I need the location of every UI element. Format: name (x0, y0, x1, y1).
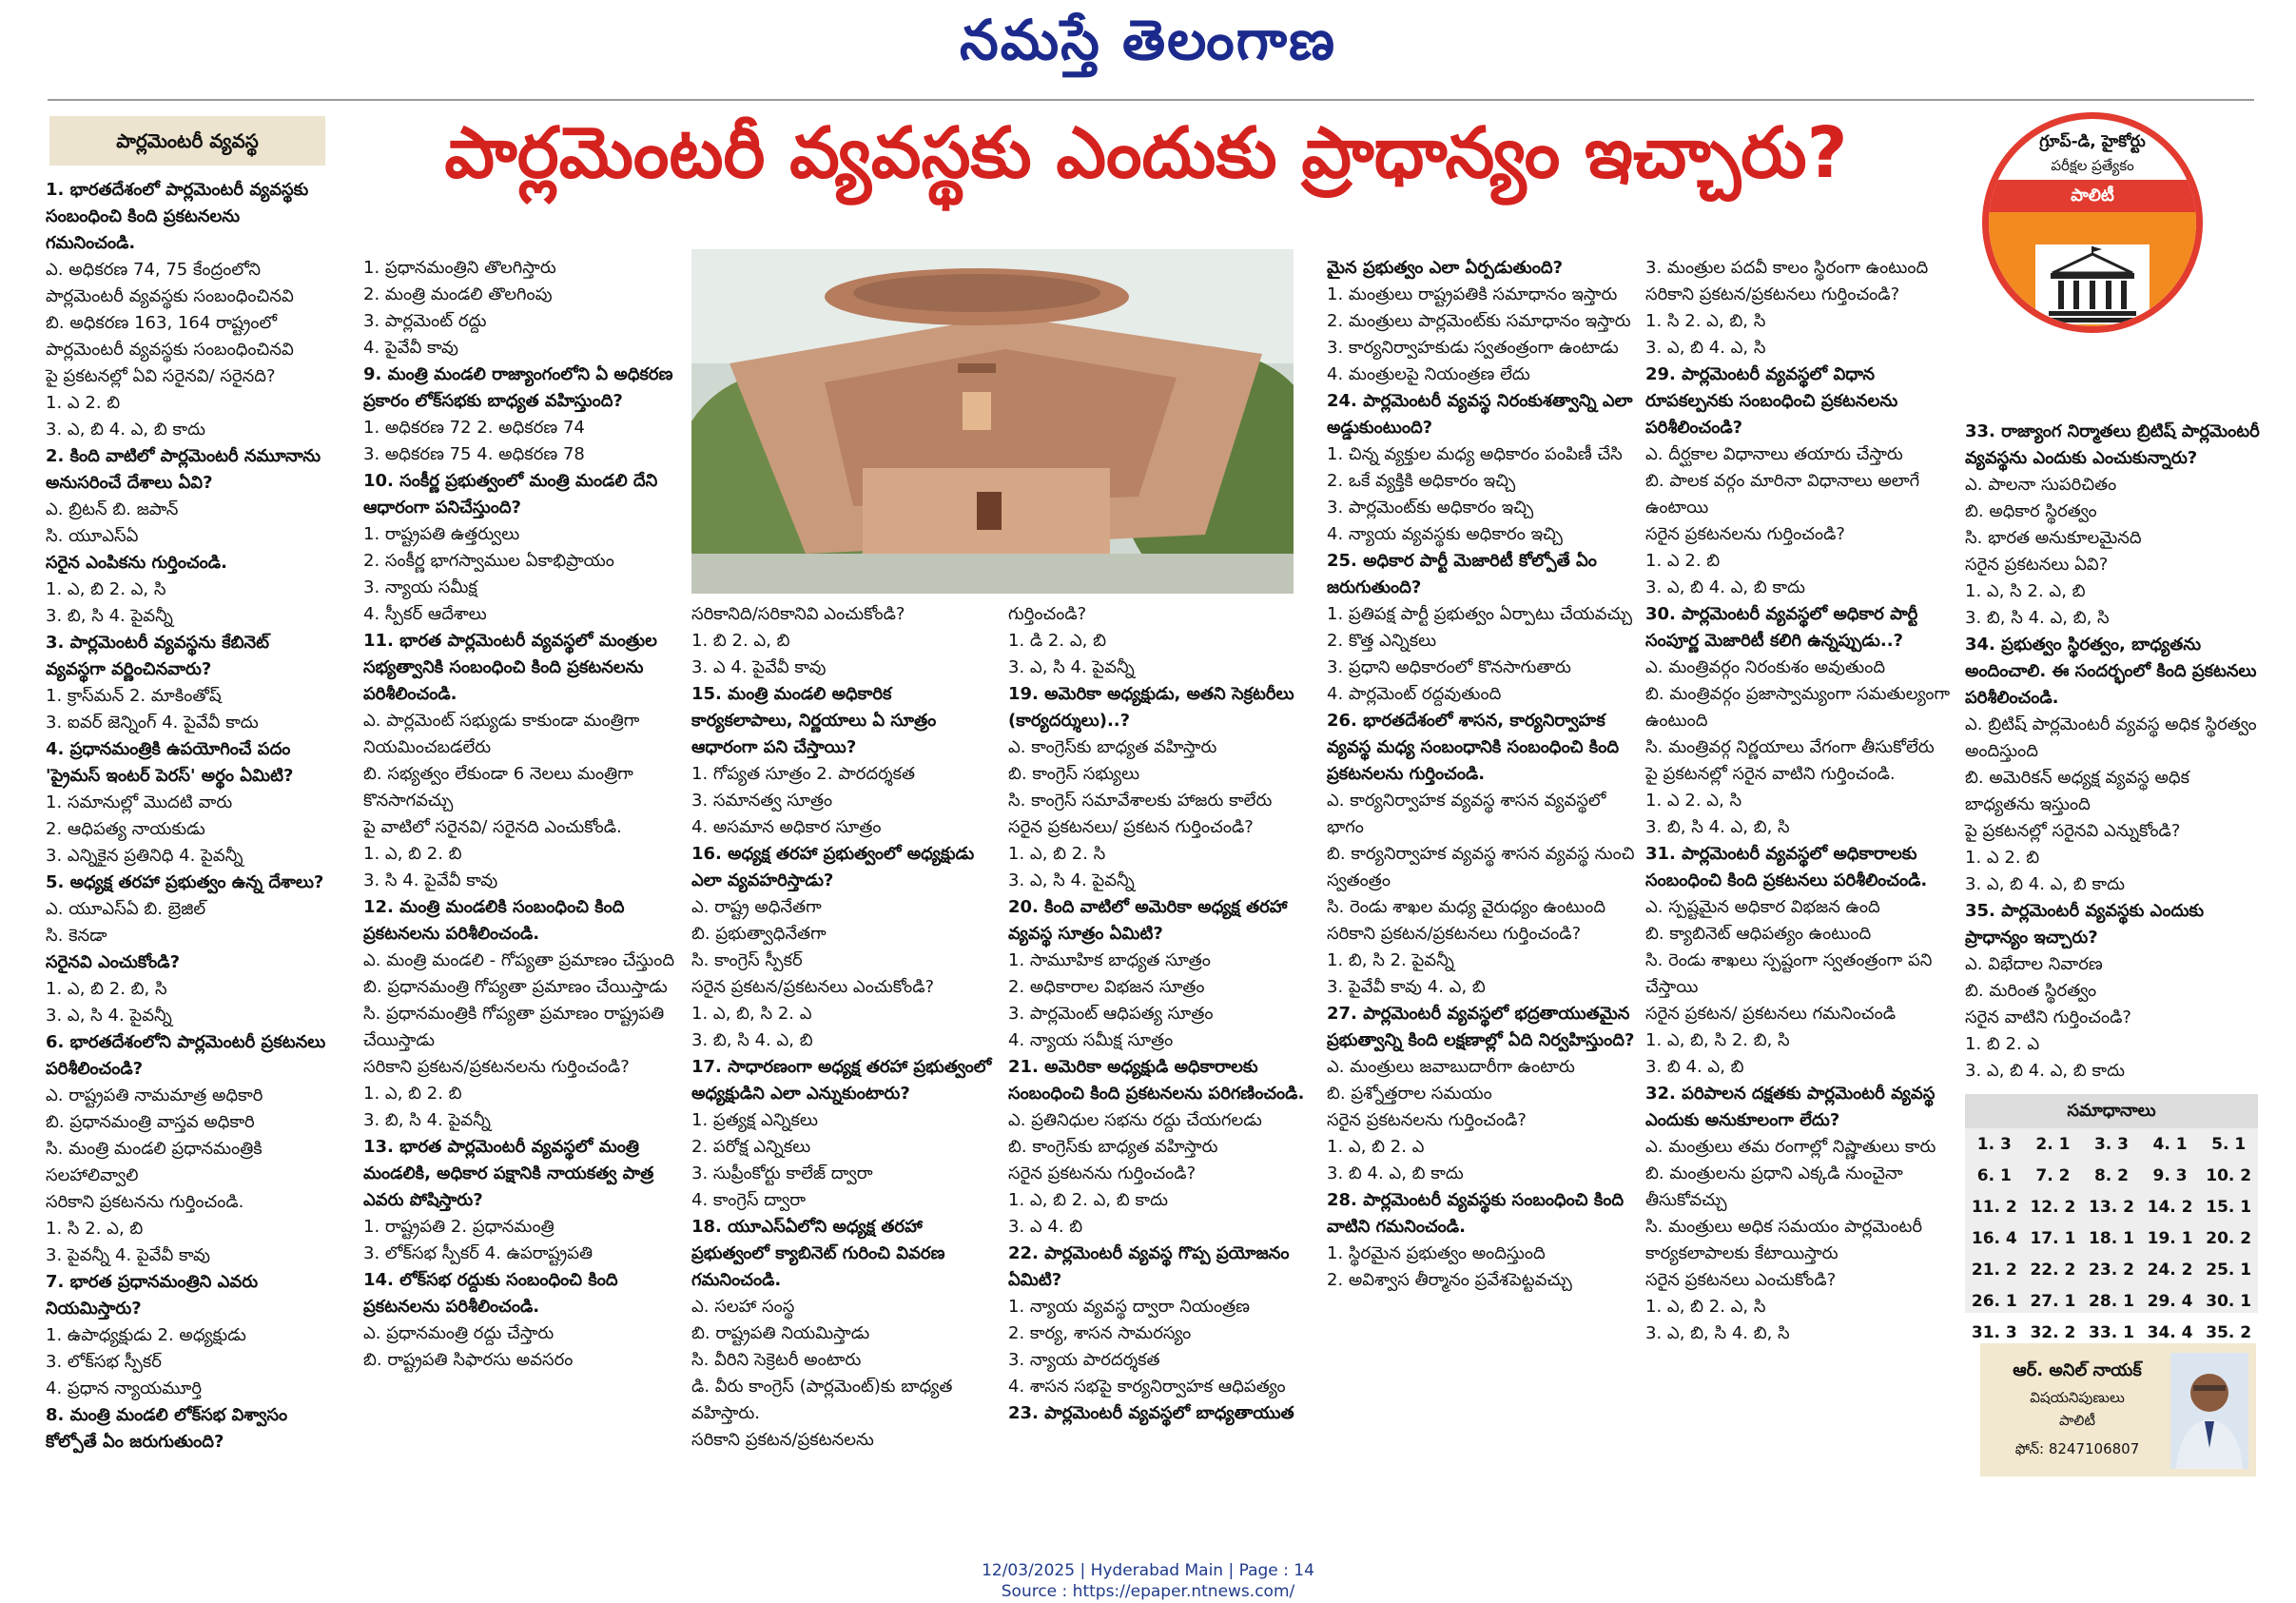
option-text: గుర్తించండి? (1008, 604, 1087, 624)
option-text: 4. ప్రధాన న్యాయమూర్తి (46, 1378, 203, 1398)
option-text: ఎ. కాంగ్రెస్‌కు బాధ్యత వహిస్తారు (1008, 737, 1217, 757)
option-text: బి. కాంగ్రెస్ సభ్యులు (1008, 764, 1140, 784)
question-text: 7. భారత ప్రధానమంత్రిని ఎవరు నియమిస్తారు? (46, 1272, 259, 1319)
option-text: పై ప్రకటనల్లో సరైన వాటిని గుర్తించండి. (1645, 764, 1896, 784)
answer-cell: 17. 1 (2030, 1228, 2076, 1248)
option-text: సరికాని ప్రకటనను గుర్తించండి. (46, 1192, 244, 1212)
option-text: ఎ. బ్రిటిష్ పార్లమెంటరీ వ్యవస్థ అధిక స్థిరత్వం అందిస్తుంది (1965, 714, 2257, 761)
option-text: ఎ. యూఎస్ఏ బి. బ్రెజిల్ (46, 899, 206, 919)
option-text: 3. ఎ 4. పైవేవీ కావు (691, 657, 827, 677)
answer-cell: 22. 2 (2030, 1260, 2076, 1280)
option-text: డి. వీరు కాంగ్రెస్ (పార్లమెంట్)కు బాధ్యత వహిస్తారు. (691, 1377, 953, 1423)
question-column-3 (691, 601, 996, 1454)
question-text: 11. భారత పార్లమెంటరీ వ్యవస్థలో మంత్రుల సభ్యత్వానికి సంబంధించి కింది ప్రకటనలను పరిశీలించండి. (363, 631, 657, 704)
answer-cell: 31. 3 (1971, 1322, 2017, 1342)
footer-date-edition: 12/03/2025 | Hyderabad Main | Page : 14 (982, 1561, 1314, 1580)
author-subject: పాలిటీ (2058, 1412, 2096, 1429)
question-text: 27. పార్లమెంటరీ వ్యవస్థలో భద్రతాయుతమైన ప్రభుత్వాన్ని కింది లక్షణాల్లో ఏది నిర్వహిస్తుంది? (1327, 1004, 1635, 1050)
option-text: సి. రెండు శాఖలు స్పష్టంగా స్వతంత్రంగా పని చేస్తాయి (1645, 950, 1933, 997)
option-text: 1. గోప్యత సూత్రం 2. పారదర్శకత (691, 764, 916, 784)
question-text: 19. అమెరికా అధ్యక్షుడు, అతని సెక్రటరీలు (కార్యదర్శులు)..? (1008, 684, 1294, 731)
option-text: సరైన ప్రకటనలను గుర్తించండి? (1327, 1110, 1527, 1130)
answer-row (1965, 1160, 2258, 1191)
option-text: 4. పార్లమెంట్ రద్దవుతుంది (1327, 684, 1502, 704)
badge-line1: గ్రూప్-డి, హైకోర్టు (2039, 132, 2146, 151)
option-text: సరికాని ప్రకటన/ప్రకటనలు గుర్తించండి? (1645, 284, 1900, 304)
option-text: 1. సి 2. ఎ, బి (46, 1219, 144, 1239)
answer-key (1965, 1094, 2258, 1342)
option-text: 4. పైవేవీ కావు (363, 338, 459, 358)
question-text: 9. మంత్రి మండలి రాజ్యాంగంలోని ఏ అధికరణ ప్రకారం లోక్‌సభకు బాధ్యత వహిస్తుంది? (363, 364, 673, 411)
option-text: 1. ఉపాధ్యక్షుడు 2. అధ్యక్షుడు (46, 1325, 246, 1345)
option-text: ఎ. రాష్ట్రపతి నామమాత్ర అధికారి (46, 1085, 263, 1105)
question-text: 32. పరిపాలన దక్షతకు పార్లమెంటరీ వ్యవస్థ ఎందుకు అనుకూలంగా లేదు? (1645, 1084, 1936, 1130)
answer-cell: 13. 2 (2089, 1197, 2134, 1217)
author-role: విషయనిపుణులు (2030, 1389, 2125, 1406)
option-text: 3. లోక్‌సభ స్పీకర్ (46, 1352, 162, 1372)
option-text: 1. క్రాస్‌మన్ 2. మాకింతోష్ (46, 686, 222, 706)
question-text: 6. భారతదేశంలోని పార్లమెంటరీ ప్రకటనలు పరిశీలించండి? (46, 1032, 326, 1079)
headline: పార్లమెంటరీ వ్యవస్థకు ఎందుకు ప్రాధాన్యం ఇచ్చారు? (444, 112, 1848, 194)
option-text: ఎ. ప్రతినిధుల సభను రద్దు చేయగలడు (1008, 1110, 1262, 1130)
option-text: 1. బి 2. ఎ (1965, 1034, 2040, 1054)
answer-cell: 25. 1 (2206, 1260, 2252, 1280)
author-name: ఆర్. అనిల్ నాయక్ (2013, 1360, 2142, 1380)
option-text: సి. రెండు శాఖల మధ్య వైరుధ్యం ఉంటుంది (1327, 897, 1606, 917)
question-text: 15. మంత్రి మండలి అధికారిక కార్యకలాపాలు, నిర్ణయాలు ఏ సూత్రం ఆధారంగా పని చేస్తాయి? (691, 684, 937, 757)
answer-cell: 12. 2 (2030, 1197, 2076, 1217)
option-text: 2. కొత్త ఎన్నికలు (1327, 631, 1437, 651)
option-text: 3. పార్లమెంట్ ఆధిపత్య సూత్రం (1008, 1004, 1214, 1024)
option-text: 1. డి 2. ఎ, బి (1008, 631, 1106, 651)
option-text: 3. ఎ 4. బి (1008, 1217, 1083, 1237)
option-text: పై ప్రకటనల్లో సరైనవి ఎన్నుకోండి? (1965, 821, 2181, 841)
option-text: బి. అమెరికన్ అధ్యక్ష వ్యవస్థ అధిక బాధ్యతను ఇస్తుంది (1965, 768, 2190, 814)
option-text: 3. లోక్‌సభ స్పీకర్ 4. ఉపరాష్ట్రపతి (363, 1243, 593, 1263)
option-text: బి. అధికరణ 163, 164 రాష్ట్రంలో పార్లమెంటరీ వ్యవస్థకు సంబంధించినవి (46, 313, 294, 360)
option-text: సి. యూఎస్ఏ (46, 526, 139, 546)
question-text: 12. మంత్రి మండలికి సంబంధించి కింది ప్రకటనలను పరిశీలించండి. (363, 897, 625, 944)
option-text: సరైన ప్రకటనలు ఏవి? (1965, 555, 2109, 575)
author-box (1980, 1343, 2256, 1476)
option-text: 3. ఎ, బి 4. ఎ, బి కాదు (1965, 874, 2126, 894)
option-text: సరైన ప్రకటన/ ప్రకటనలు గమనించండి (1645, 1004, 1897, 1024)
option-text: సరైన ప్రకటన/ప్రకటనలు ఎంచుకోండి? (691, 977, 935, 997)
option-text: 1. మంత్రులు రాష్ట్రపతికి సమాధానం ఇస్తారు (1327, 284, 1618, 304)
option-text: 1. అధికరణ 72 2. అధికరణ 74 (363, 418, 585, 438)
question-text: 35. పార్లమెంటరీ వ్యవస్థకు ఎందుకు ప్రాధాన్యం ఇచ్చారు? (1965, 901, 2205, 948)
option-text: పై వాటిలో సరైనవి/ సరైనది ఎంచుకోండి. (363, 817, 622, 837)
question-text: 4. ప్రధానమంత్రికి ఉపయోగించే పదం 'ప్రైమస్ ఇంటర్ పెరస్' అర్థం ఏమిటి? (46, 739, 294, 786)
option-text: 4. స్పీకర్ ఆదేశాలు (363, 604, 487, 624)
question-text: 10. సంకీర్ణ ప్రభుత్వంలో మంత్రి మండలి దేని ఆధారంగా పనిచేస్తుంది? (363, 471, 658, 518)
option-text: సి. ప్రధానమంత్రికి గోప్యతా ప్రమాణం రాష్ట్రపతి చేయిస్తాడు (363, 1004, 665, 1050)
option-text: ఎ. కార్యనిర్వాహక వ్యవస్థ శాసన వ్యవస్థలో భాగం (1327, 791, 1606, 837)
question-text: 34. ప్రభుత్వం స్థిరత్వం, బాధ్యతను అందించాలి. ఈ సందర్భంలో కింది ప్రకటనలు పరిశీలించండి. (1965, 635, 2257, 708)
option-text: ఎ. పాలనా సుపరిచితం (1965, 475, 2117, 495)
question-text: 31. పార్లమెంటరీ వ్యవస్థలో అధికారాలకు సంబంధించి కింది ప్రకటనలు పరిశీలించండి. (1645, 844, 1928, 890)
question-column-2 (363, 255, 677, 1374)
question-column-6 (1645, 255, 1959, 1347)
answer-cell: 6. 1 (1976, 1165, 2012, 1185)
option-text: 1. ప్రత్యక్ష ఎన్నికలు (691, 1110, 818, 1130)
option-text: 3. ఎ, సి 4. పైవన్నీ (46, 1006, 172, 1026)
option-text: 3. న్యాయ సమీక్ష (363, 577, 477, 597)
answer-cell: 10. 2 (2206, 1165, 2252, 1185)
option-text: ఎ. దీర్ఘకాల విధానాలు తయారు చేస్తారు (1645, 444, 1903, 464)
answer-key-title: సమాధానాలు (1965, 1094, 2258, 1128)
answer-cell: 8. 2 (2093, 1165, 2129, 1185)
option-text: ఎ. మంత్రివర్గం నిరంకుశం అవుతుంది (1645, 657, 1886, 677)
option-text: 3. సుప్రీంకోర్టు కాలేజ్ ద్వారా (691, 1163, 873, 1183)
question-text: 24. పార్లమెంటరీ వ్యవస్థ నిరంకుశత్వాన్ని ఎలా అడ్డుకుంటుంది? (1327, 391, 1633, 438)
question-column-5 (1327, 255, 1641, 1294)
option-text: సి. మంత్రి మండలి ప్రధానమంత్రికి సలహాలివ్వాలి (46, 1139, 263, 1185)
option-text: 1. ఎ 2. బి (46, 393, 121, 413)
option-text: బి. మంత్రులను ప్రధాని ఎక్కడి నుంచైనా తీసుకోవచ్చు (1645, 1163, 1903, 1210)
option-text: 1. స్థిరమైన ప్రభుత్వం అందిస్తుంది (1327, 1243, 1546, 1263)
author-phone: ఫోన్: 8247106807 (2014, 1440, 2140, 1457)
answer-cell: 33. 1 (2089, 1322, 2134, 1342)
question-text: 1. భారతదేశంలో పార్లమెంటరీ వ్యవస్థకు సంబంధించి కింది ప్రకటనలను గమనించండి. (46, 180, 309, 253)
option-text: 3. పైవన్నీ 4. పైవేవీ కావు (46, 1245, 211, 1265)
option-text: 3. ఐవర్ జెన్నింగ్ 4. పైవేవీ కాదు (46, 713, 259, 733)
option-text: 3. మంత్రుల పదవీ కాలం స్థిరంగా ఉంటుంది (1645, 258, 1929, 278)
answer-cell: 28. 1 (2089, 1291, 2134, 1311)
option-text: 3. సమానత్వ సూత్రం (691, 791, 833, 811)
option-text: సరైన ప్రకటనను గుర్తించండి? (1008, 1163, 1197, 1183)
question-text: 16. అధ్యక్ష తరహా ప్రభుత్వంలో అధ్యక్షుడు ఎలా వ్యవహరిస్తాడు? (691, 844, 975, 890)
question-text: మైన ప్రభుత్వం ఎలా ఏర్పడుతుంది? (1327, 258, 1564, 278)
option-text: 2. అధికారాల విభజన సూత్రం (1008, 977, 1205, 997)
footer-source: Source : https://epaper.ntnews.com/ (1001, 1582, 1295, 1601)
option-text: 3. పార్లమెంట్‌కు అధికారం ఇచ్చి (1327, 498, 1534, 518)
answer-cell: 14. 2 (2147, 1197, 2193, 1217)
answer-cell: 21. 2 (1971, 1260, 2017, 1280)
section-tab: పార్లమెంటరీ వ్యవస్థ (49, 116, 325, 166)
option-text: 3. ఎ, సి 4. పైవన్నీ (1008, 657, 1135, 677)
option-text: 3. ఎ, బి 4. ఎ, బి కాదు (1645, 577, 1806, 597)
option-text: 3. ప్రధాని అధికారంలో కొనసాగుతారు (1327, 657, 1571, 677)
option-text: 3. బి, సి 4. ఎ, బి, సి (1965, 608, 2110, 628)
option-text: ఎ. విభేదాల నివారణ (1965, 954, 2103, 974)
option-text: 1. ఎ, బి 2. బి, సి (46, 979, 167, 999)
option-text: సరికాని ప్రకటన/ప్రకటనలను (691, 1430, 874, 1450)
option-text: సరైన ప్రకటనలు ఎంచుకోండి? (1645, 1270, 1837, 1290)
option-text: ఎ. బ్రిటన్ బి. జపాన్ (46, 499, 179, 519)
option-text: బి. క్యాబినెట్ ఆధిపత్యం ఉంటుంది (1645, 924, 1872, 944)
question-text: 23. పార్లమెంటరీ వ్యవస్థలో బాధ్యతాయుత (1008, 1403, 1294, 1423)
question-column-1 (46, 177, 331, 1456)
option-text: 3. ఎన్నికైన ప్రతినిధి 4. పైవన్నీ (46, 846, 243, 866)
answer-cell: 29. 4 (2147, 1291, 2193, 1311)
answer-row (1965, 1128, 2258, 1160)
option-text: 2. ఒకే వ్యక్తికి అధికారం ఇచ్చి (1327, 471, 1516, 491)
question-text: 28. పార్లమెంటరీ వ్యవస్థకు సంబంధించి కింది వాటిని గమనించండి. (1327, 1190, 1625, 1237)
answer-cell: 5. 1 (2211, 1134, 2247, 1154)
option-text: 3. బి 4. ఎ, బి (1645, 1057, 1744, 1077)
option-text: 3. కార్యనిర్వాహకుడు స్వతంత్రంగా ఉంటాడు (1327, 338, 1619, 358)
option-text: 2. కార్య, శాసన సామరస్యం (1008, 1323, 1192, 1343)
option-text: ఎ. ప్రధానమంత్రి రద్దు చేస్తారు (363, 1323, 555, 1343)
option-text: బి. ప్రశ్నోత్తరాల సమయం (1327, 1084, 1492, 1104)
option-text: 2. అవిశ్వాస తీర్మానం ప్రవేశపెట్టవచ్చు (1327, 1270, 1572, 1290)
question-text: 5. అధ్యక్ష తరహా ప్రభుత్వం ఉన్న దేశాలు? (46, 872, 324, 892)
answer-cell: 2. 1 (2035, 1134, 2071, 1154)
answer-cell: 30. 1 (2206, 1291, 2252, 1311)
answer-cell: 27. 1 (2030, 1291, 2076, 1311)
option-text: 1. బి 2. ఎ, బి (691, 631, 790, 651)
option-text: 3. ఎ, బి 4. ఎ, సి (1645, 338, 1766, 358)
question-text: 21. అమెరికా అధ్యక్షుడి అధికారాలకు సంబంధించి కింది ప్రకటనలను పరిగణించండి. (1008, 1057, 1305, 1104)
masthead-rule (48, 99, 2254, 101)
question-text: సరైనవి ఎంచుకోండి? (46, 952, 181, 972)
option-text: బి. ప్రభుత్వాధినేతగా (691, 924, 827, 944)
option-text: 1. ఎ, బి, సి 2. ఎ (691, 1004, 812, 1024)
option-text: 3. ఎ, సి 4. పైవన్నీ (1008, 870, 1135, 890)
option-text: 3. పార్లమెంట్ రద్దు (363, 311, 487, 331)
option-text: సరైన వాటిని గుర్తించండి? (1965, 1007, 2131, 1027)
answer-key-table (1965, 1128, 2258, 1348)
option-text: బి. అధికార స్థిరత్వం (1965, 501, 2097, 521)
answer-cell: 18. 1 (2089, 1228, 2134, 1248)
question-text: 29. పార్లమెంటరీ వ్యవస్థలో విధాన రూపకల్పనకు సంబంధించి ప్రకటనలను పరిశీలించండి? (1645, 364, 1898, 438)
option-text: ఎ. స్పష్టమైన అధికార విభజన ఉంది (1645, 897, 1880, 917)
option-text: 1. ప్రతిపక్ష పార్టీ ప్రభుత్వం ఏర్పాటు చేయవచ్చు (1327, 604, 1633, 624)
badge-line3: పాలిటీ (1989, 180, 2196, 212)
footer (0, 1560, 2296, 1602)
question-text: 17. సాధారణంగా అధ్యక్ష తరహా ప్రభుత్వంలో అధ్యక్షుడిని ఎలా ఎన్నుకుంటారు? (691, 1057, 992, 1104)
parliament-building-icon (2035, 244, 2150, 324)
question-text: 25. అధికార పార్టీ మెజారిటీ కోల్పోతే ఏం జరుగుతుంది? (1327, 551, 1597, 597)
option-text: 1. ఎ, సి 2. ఎ, బి (1965, 581, 2086, 601)
option-text: సి. మంత్రివర్గ నిర్ణయాలు వేగంగా తీసుకోలేరు (1645, 737, 1935, 757)
author-photo (2170, 1353, 2248, 1469)
option-text: 3. బి, సి 4. పైవన్నీ (363, 1110, 491, 1130)
option-text: బి. రాష్ట్రపతి సిఫారసు అవసరం (363, 1350, 574, 1370)
option-text: బి. కార్యనిర్వాహక వ్యవస్థ శాసన వ్యవస్థ నుంచి స్వతంత్రం (1327, 844, 1635, 890)
answer-cell: 3. 3 (2093, 1134, 2129, 1154)
answer-cell: 7. 2 (2035, 1165, 2071, 1185)
option-text: 3. పైవేవీ కావు 4. ఎ, బి (1327, 977, 1486, 997)
option-text: సి. మంత్రులు అధిక సమయం పార్లమెంటరీ కార్యకలాపాలకు కేటాయిస్తారు (1645, 1217, 1923, 1263)
answer-row (1965, 1222, 2258, 1254)
answer-cell: 16. 4 (1971, 1228, 2017, 1248)
option-text: పై ప్రకటనల్లో ఏవి సరైనవి/ సరైనది? (46, 366, 276, 386)
option-text: బి. సభ్యత్వం లేకుండా 6 నెలలు మంత్రిగా కొనసాగవచ్చు (363, 764, 633, 811)
answer-cell: 15. 1 (2206, 1197, 2252, 1217)
option-text: 1. రాష్ట్రపతి 2. ప్రధానమంత్రి (363, 1217, 555, 1237)
option-text: సరైన ప్రకటనలను గుర్తించండి? (1645, 524, 1845, 544)
answer-row (1965, 1285, 2258, 1317)
option-text: సరికాని ప్రకటన/ప్రకటనలు గుర్తించండి? (1327, 924, 1582, 944)
option-text: 1. ఎ, బి 2. సి (1008, 844, 1106, 864)
answer-cell: 1. 3 (1976, 1134, 2012, 1154)
option-text: 2. మంత్రులు పార్లమెంట్‌కు సమాధానం ఇస్తారు (1327, 311, 1631, 331)
option-text: బి. ప్రధానమంత్రి గోప్యతా ప్రమాణం చేయిస్తాడు (363, 977, 668, 997)
option-text: 1. ఎ, బి 2. ఎ (1327, 1137, 1425, 1157)
option-text: 1. ఎ, బి, సి 2. బి, సి (1645, 1030, 1790, 1050)
question-text: 22. పార్లమెంటరీ వ్యవస్థ గొప్ప ప్రయోజనం ఏమిటి? (1008, 1243, 1290, 1290)
option-text: సరికానిది/సరికానివి ఎంచుకోండి? (691, 604, 905, 624)
option-text: 3. బి, సి 4. ఎ, బి (691, 1030, 813, 1050)
option-text: 3. బి 4. ఎ, బి కాదు (1327, 1163, 1464, 1183)
option-text: బి. మంత్రివర్గం ప్రజాస్వామ్యంగా సమతుల్యంగా ఉంటుంది (1645, 684, 1951, 731)
question-column-4 (1008, 601, 1313, 1427)
option-text: బి. మరింత స్థిరత్వం (1965, 981, 2097, 1001)
option-text: 1. ఎ, బి 2. ఎ, సి (46, 579, 166, 599)
option-text: 3. ఎ, బి, సి 4. బి, సి (1645, 1323, 1790, 1343)
parliament-photo (691, 249, 1294, 594)
option-text: 2. మంత్రి మండలి తొలగింపు (363, 284, 553, 304)
option-text: 2. ఆధిపత్య నాయకుడు (46, 819, 205, 839)
option-text: 3. సి 4. పైవేవీ కావు (363, 870, 498, 890)
answer-cell: 26. 1 (1971, 1291, 2017, 1311)
option-text: ఎ. రాష్ట్ర అధినేతగా (691, 897, 822, 917)
answer-cell: 4. 1 (2152, 1134, 2188, 1154)
answer-cell: 19. 1 (2147, 1228, 2193, 1248)
option-text: సి. వీరిని సెక్రెటరీ అంటారు (691, 1350, 862, 1370)
answer-row (1965, 1191, 2258, 1222)
option-text: బి. రాష్ట్రపతి నియమిస్తాడు (691, 1323, 870, 1343)
option-text: 2. సంకీర్ణ భాగస్వాముల ఏకాభిప్రాయం (363, 551, 614, 571)
option-text: బి. కాంగ్రెస్‌కు బాధ్యత వహిస్తారు (1008, 1137, 1218, 1157)
option-text: సరికాని ప్రకటన/ప్రకటనలను గుర్తించండి? (363, 1057, 630, 1077)
option-text: ఎ. పార్లమెంట్ సభ్యుడు కాకుండా మంత్రిగా నియమించబడలేరు (363, 711, 640, 757)
option-text: 4. న్యాయ సమీక్ష సూత్రం (1008, 1030, 1174, 1050)
option-text: 3. ఎ, బి 4. ఎ, బి కాదు (1965, 1061, 2126, 1081)
option-text: సరైన ప్రకటనలు/ ప్రకటన గుర్తించండి? (1008, 817, 1254, 837)
option-text: బి. ప్రధానమంత్రి వాస్తవ అధికారి (46, 1112, 255, 1132)
option-text: 1. బి, సి 2. పైవన్నీ (1327, 950, 1454, 970)
answer-cell: 20. 2 (2206, 1228, 2252, 1248)
option-text: 1. రాష్ట్రపతి ఉత్తర్వులు (363, 524, 520, 544)
option-text: బి. పాలక వర్గం మారినా విధానాలు అలాగే ఉంటాయి (1645, 471, 1920, 518)
option-text: 1. చిన్న వ్యక్తుల మధ్య అధికారం పంపిణీ చేసి (1327, 444, 1623, 464)
option-text: 3. న్యాయ పారదర్శకత (1008, 1350, 1160, 1370)
option-text: 1. ఎ 2. బి (1645, 551, 1721, 571)
option-text: 3. బి, సి 4. ఎ, బి, సి (1645, 817, 1790, 837)
answer-cell: 24. 2 (2147, 1260, 2193, 1280)
option-text: 1. న్యాయ వ్యవస్థ ద్వారా నియంత్రణ (1008, 1297, 1251, 1317)
option-text: 1. ఎ, బి 2. ఎ, సి (1645, 1297, 1766, 1317)
option-text: 2. పరోక్ష ఎన్నికలు (691, 1137, 811, 1157)
answer-row (1965, 1254, 2258, 1285)
option-text: ఎ. మంత్రి మండలి - గోప్యతా ప్రమాణం చేస్తుంది (363, 950, 675, 970)
option-text: 3. బి, సి 4. పైవన్నీ (46, 606, 173, 626)
option-text: 1. ప్రధానమంత్రిని తొలగిస్తారు (363, 258, 556, 278)
question-text: 18. యూఎస్ఏలోని అధ్యక్ష తరహా ప్రభుత్వంలో క్యాబినెట్ గురించి వివరణ గమనించండి. (691, 1217, 945, 1290)
option-text: 4. న్యాయ వ్యవస్థకు అధికారం ఇచ్చి (1327, 524, 1563, 544)
option-text: 4. కాంగ్రెస్ ద్వారా (691, 1190, 807, 1210)
option-text: 3. అధికరణ 75 4. అధికరణ 78 (363, 444, 585, 464)
question-text: 30. పార్లమెంటరీ వ్యవస్థలో అధికార పార్టీ సంపూర్ణ మెజారిటీ కలిగి ఉన్నప్పుడు..? (1645, 604, 1918, 651)
option-text: 4. శాసన సభపై కార్యనిర్వాహక ఆధిపత్యం (1008, 1377, 1286, 1397)
option-text: ఎ. మంత్రులు తమ రంగాల్లో నిష్ణాతులు కారు (1645, 1137, 1936, 1157)
answer-cell: 32. 2 (2030, 1322, 2076, 1342)
question-text: 13. భారత పార్లమెంటరీ వ్యవస్థలో మంత్రి మండలికి, అధికార పక్షానికి నాయకత్వ పాత్ర ఎవరు పోషిస్తారు? (363, 1137, 654, 1210)
topic-badge (1982, 112, 2203, 333)
option-text: సి. కాంగ్రెస్ స్పీకర్ (691, 950, 803, 970)
question-text: 20. కింది వాటిలో అమెరికా అధ్యక్ష తరహా వ్యవస్థ సూత్రం ఏమిటి? (1008, 897, 1288, 944)
option-text: ఎ. మంత్రులు జవాబుదారీగా ఉంటారు (1327, 1057, 1575, 1077)
option-text: సి. కాంగ్రెస్ సమావేశాలకు హాజరు కాలేరు (1008, 791, 1273, 811)
option-text: 3. ఎ, బి 4. ఎ, బి కాదు (46, 420, 206, 440)
option-text: 4. మంత్రులపై నియంత్రణ లేదు (1327, 364, 1530, 384)
question-text: 3. పార్లమెంటరీ వ్యవస్థను కేబినెట్ వ్యవస్థగా వర్ణించినవారు? (46, 633, 270, 679)
answer-cell: 35. 2 (2206, 1322, 2252, 1342)
masthead: నమస్తే తెలంగాణ (960, 8, 1336, 72)
option-text: 1. సి 2. ఎ, బి, సి (1645, 311, 1766, 331)
option-text: 1. ఎ 2. ఎ, సి (1645, 791, 1742, 811)
option-text: ఎ. సలహా సంస్థ (691, 1297, 795, 1317)
option-text: సి. కెనడా (46, 926, 107, 946)
option-text: 4. అసమాన అధికార సూత్రం (691, 817, 882, 837)
question-text: 2. కింది వాటిలో పార్లమెంటరీ నమూనాను అనుసరించే దేశాలు ఏవి? (46, 446, 321, 493)
option-text: 1. ఎ, బి 2. ఎ, బి కాదు (1008, 1190, 1169, 1210)
option-text: 1. ఎ 2. బి (1965, 848, 2040, 868)
question-text: 33. రాజ్యాంగ నిర్మాతలు బ్రిటిష్ పార్లమెంటరీ వ్యవస్థను ఎందుకు ఎంచుకున్నారు? (1965, 421, 2260, 468)
option-text: 1. సామూహిక బాధ్యత సూత్రం (1008, 950, 1211, 970)
badge-line2: పరీక్షల ప్రత్యేకం (2051, 157, 2134, 174)
option-text: 1. సమానుల్లో మొదటి వారు (46, 792, 233, 812)
option-text: ఎ. అధికరణ 74, 75 కేంద్రంలోని పార్లమెంటరీ వ్యవస్థకు సంబంధించినవి (46, 260, 294, 306)
question-text: 26. భారతదేశంలో శాసన, కార్యనిర్వాహక వ్యవస్థ మధ్య సంబంధానికి సంబంధించి కింది ప్రకటనలను గుర్తించండి. (1327, 711, 1620, 784)
question-text: 8. మంత్రి మండలి లోక్‌సభ విశ్వాసం కోల్పోతే ఏం జరుగుతుంది? (46, 1405, 288, 1452)
answer-cell: 34. 4 (2147, 1322, 2193, 1342)
answer-cell: 23. 2 (2089, 1260, 2134, 1280)
question-column-7 (1965, 419, 2260, 1085)
answer-cell: 9. 3 (2152, 1165, 2188, 1185)
option-text: 1. ఎ, బి 2. బి (363, 844, 462, 864)
option-text: 1. ఎ, బి 2. బి (363, 1084, 462, 1104)
option-text: సి. భారత అనుకూలమైనది (1965, 528, 2142, 548)
answer-cell: 11. 2 (1971, 1197, 2017, 1217)
question-text: సరైన ఎంపికను గుర్తించండి. (46, 553, 227, 573)
question-text: 14. లోక్‌సభ రద్దుకు సంబంధించి కింది ప్రకటనలను పరిశీలించండి. (363, 1270, 618, 1317)
